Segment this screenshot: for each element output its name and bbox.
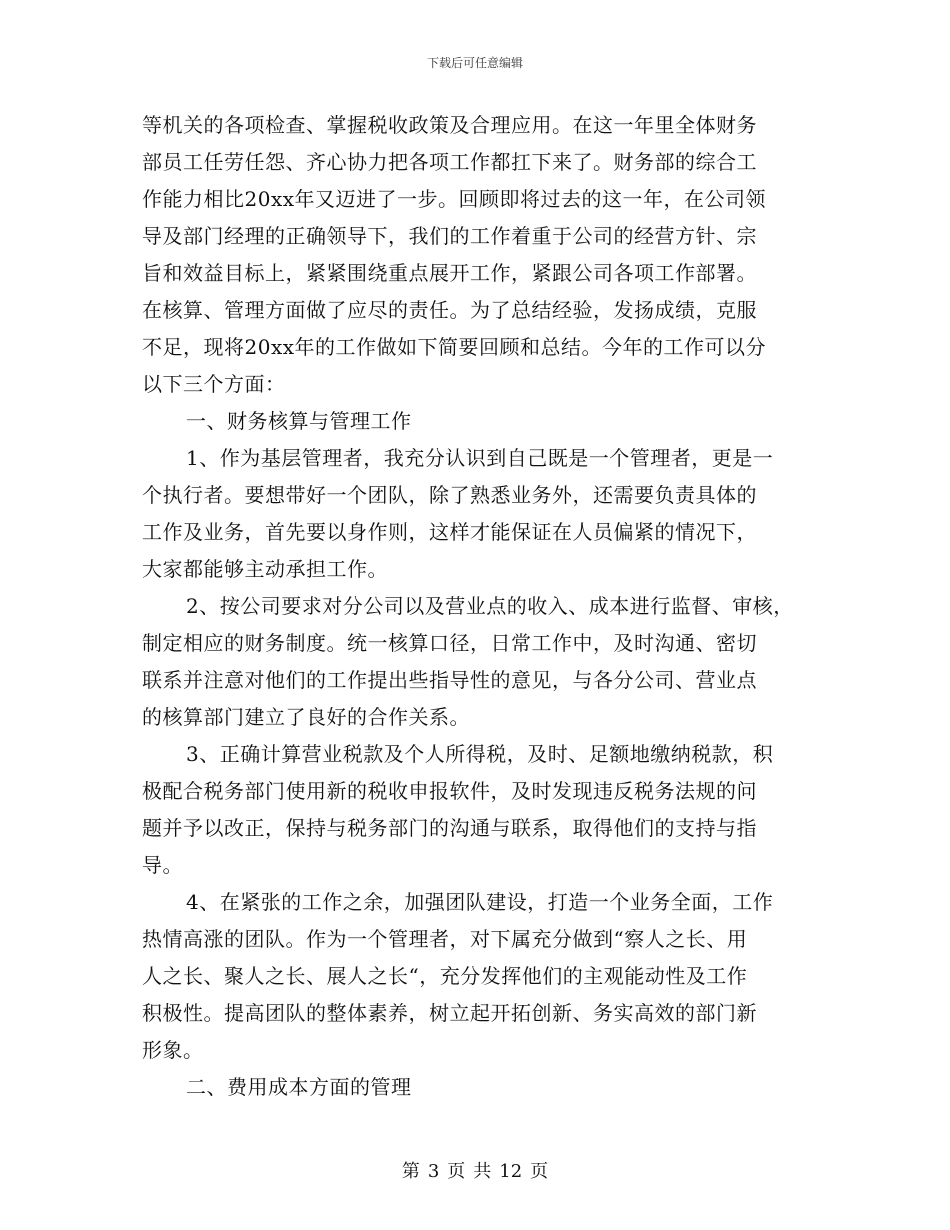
body-line: 等机关的各项检查、掌握税收政策及合理应用。在这一年里全体财务 — [142, 113, 757, 137]
body-line: 旨和效益目标上，紧紧围绕重点展开工作，紧跟公司各项工作部署。 — [142, 261, 757, 285]
page-footer — [0, 1157, 950, 1183]
body-line: 大家都能够主动承担工作。 — [142, 557, 388, 581]
paragraph-first-line: 2、按公司要求对分公司以及营业点的收入、成本进行监督、审核， — [186, 594, 794, 618]
body-line: 人之长、聚人之长、展人之长“，充分发挥他们的主观能动性及工作 — [142, 964, 748, 988]
body-line: 个执行者。要想带好一个团队，除了熟悉业务外，还需要负责具体的 — [142, 483, 757, 507]
body-line: 的核算部门建立了良好的合作关系。 — [142, 705, 470, 729]
paragraph-first-line: 4、在紧张的工作之余，加强团队建设，打造一个业务全面，工作 — [186, 890, 774, 914]
footer-di: 第 — [401, 1161, 420, 1182]
footer-page-number: 3 — [427, 1161, 440, 1182]
paragraph-first-line: 1、作为基层管理者，我充分认识到自己既是一个管理者，更是一 — [186, 446, 774, 470]
section-heading: 二、费用成本方面的管理 — [186, 1075, 412, 1099]
body-line: 积极性。提高团队的整体素养，树立起开拓创新、务实高效的部门新 — [142, 1001, 757, 1025]
body-line: 导。 — [142, 853, 183, 877]
body-line: 作能力相比20xx年又迈进了一步。回顾即将过去的这一年，在公司领 — [142, 187, 767, 211]
footer-gong: 共 — [473, 1161, 492, 1182]
body-line: 工作及业务，首先要以身作则，这样才能保证在人员偏紧的情况下， — [142, 520, 757, 544]
body-line: 制定相应的财务制度。统一核算口径，日常工作中，及时沟通、密切 — [142, 631, 757, 655]
body-line: 热情高涨的团队。作为一个管理者，对下属充分做到“察人之长、用 — [142, 927, 748, 951]
section-heading: 一、财务核算与管理工作 — [186, 409, 412, 433]
body-line: 极配合税务部门使用新的税收申报软件，及时发现违反税务法规的问 — [142, 779, 757, 803]
footer-ye2: 页 — [530, 1161, 549, 1182]
body-line: 题并予以改正，保持与税务部门的沟通与联系，取得他们的支持与指 — [142, 816, 757, 840]
body-line: 形象。 — [142, 1038, 204, 1062]
body-line: 导及部门经理的正确领导下，我们的工作着重于公司的经营方针、宗 — [142, 224, 757, 248]
footer-total-pages: 12 — [499, 1161, 523, 1182]
paragraph-first-line: 3、正确计算营业税款及个人所得税，及时、足额地缴纳税款，积 — [186, 742, 774, 766]
body-line: 联系并注意对他们的工作提出些指导性的意见，与各分公司、营业点 — [142, 668, 757, 692]
body-line: 不足，现将20xx年的工作做如下简要回顾和总结。今年的工作可以分 — [142, 335, 767, 359]
body-line: 在核算、管理方面做了应尽的责任。为了总结经验，发扬成绩，克服 — [142, 298, 757, 322]
body-line: 以下三个方面： — [142, 372, 286, 396]
footer-ye: 页 — [447, 1161, 466, 1182]
body-line: 部员工任劳任怨、齐心协力把各项工作都扛下来了。财务部的综合工 — [142, 150, 757, 174]
header-note: 下载后可任意编辑 — [426, 56, 523, 70]
